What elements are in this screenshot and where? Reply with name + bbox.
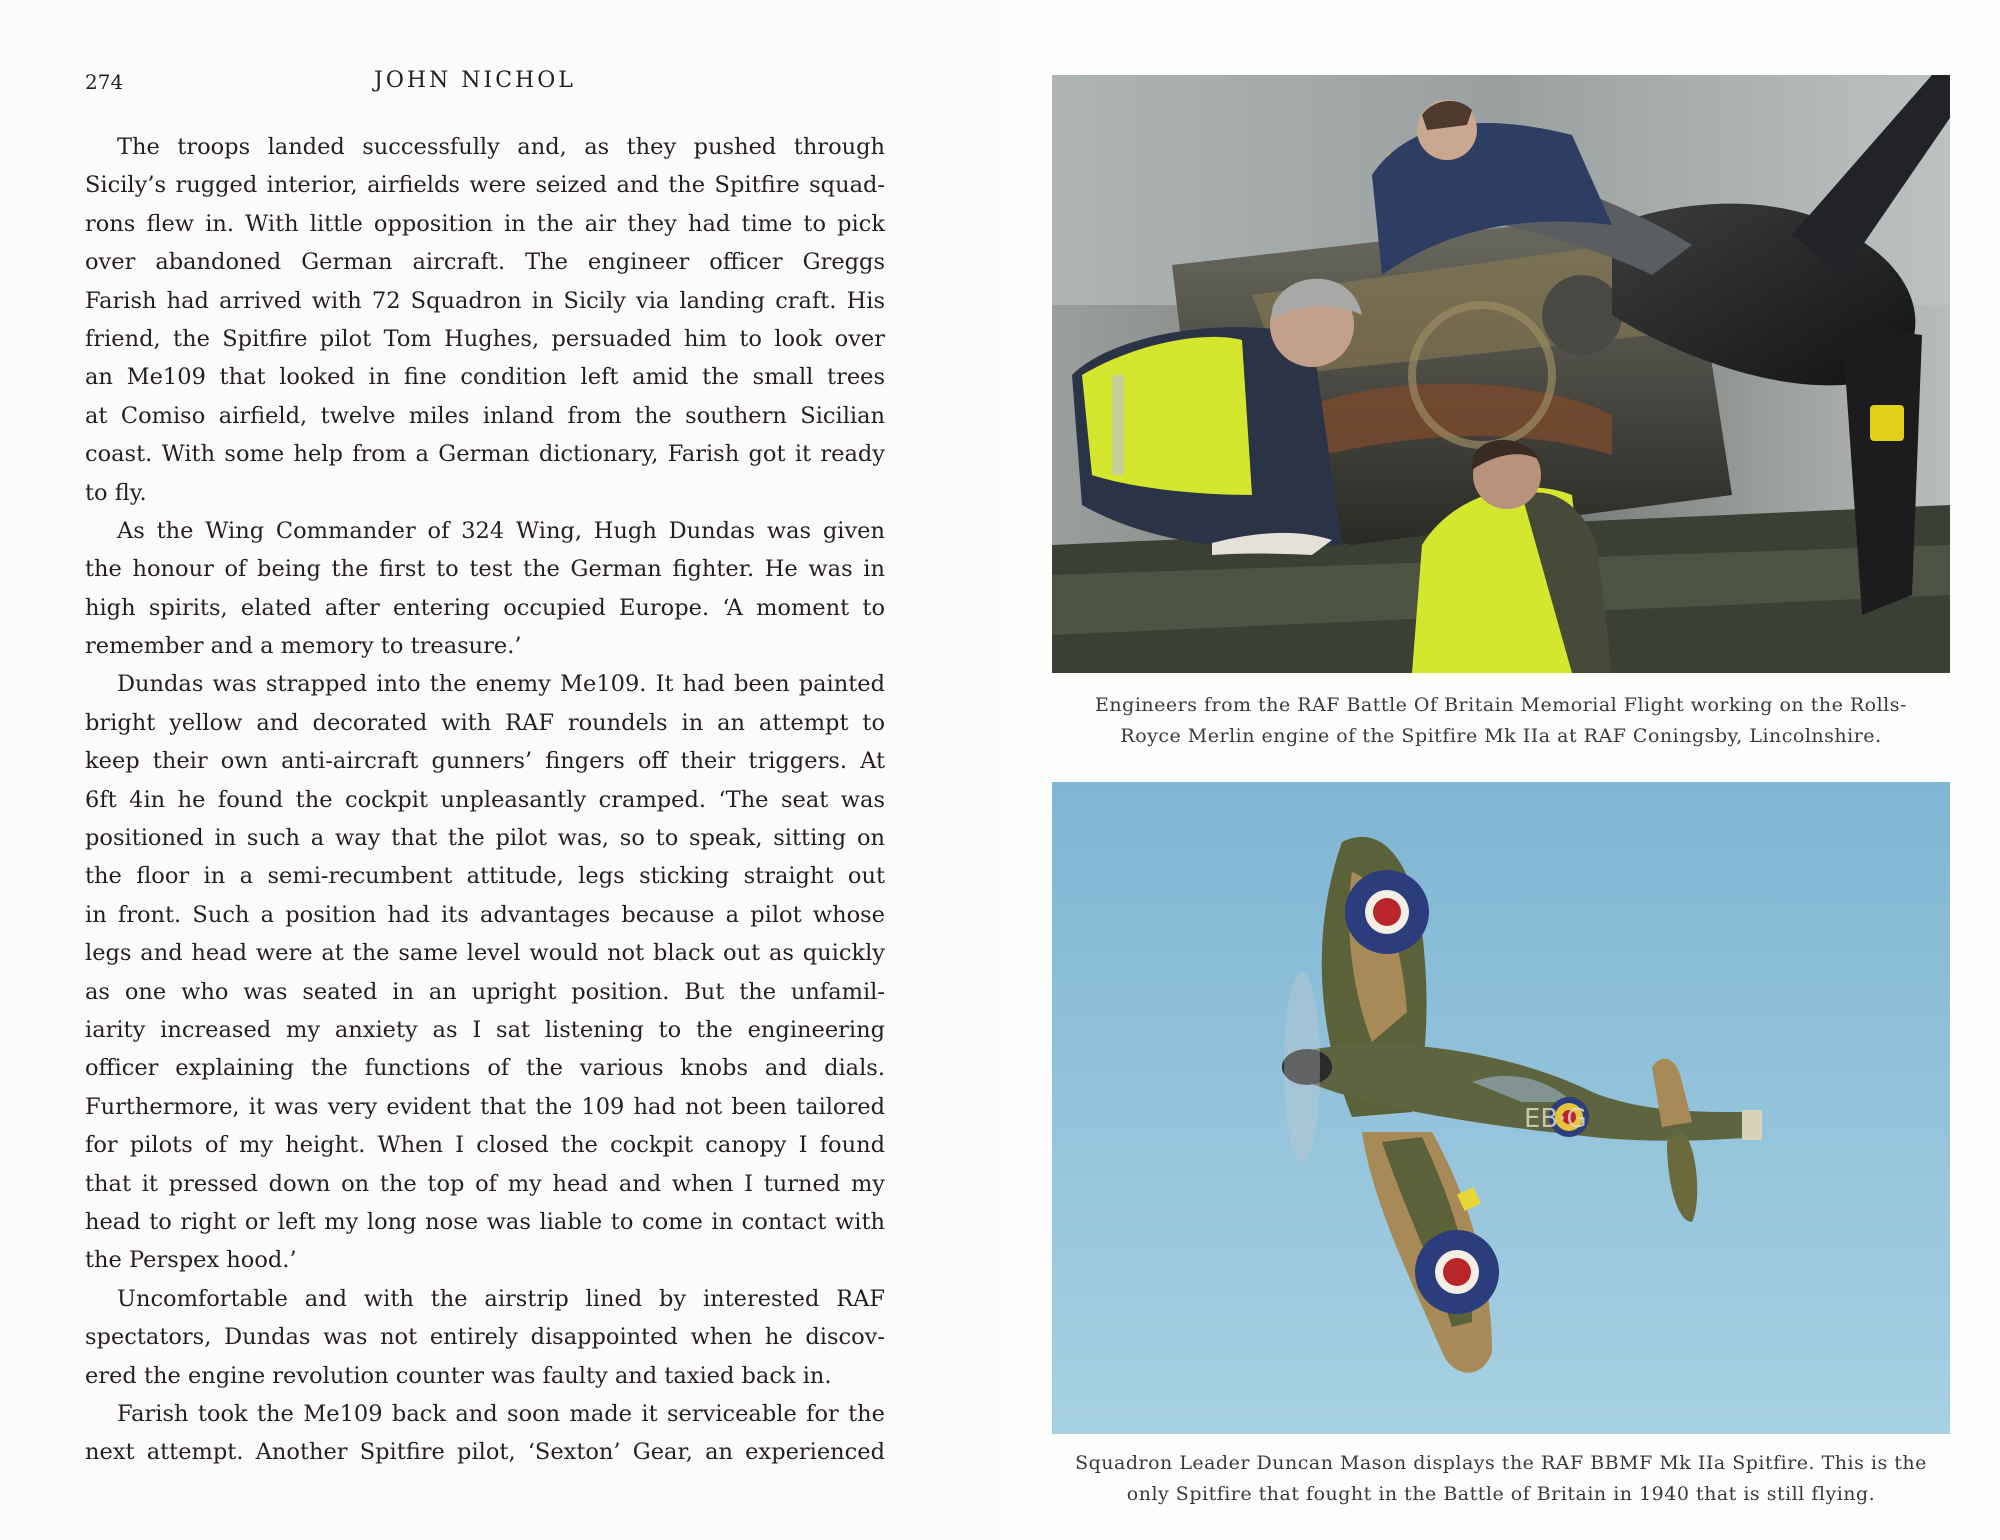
text-line: iarity increased my anxiety as I sat listening to the engineering [85, 1016, 885, 1043]
text-line: the honour of being the first to test the German fighter. He was in [85, 556, 885, 583]
text-line: friend, the Spitfire pilot Tom Hughes, persuaded him to look over [85, 325, 885, 352]
text-line: keep their own anti-aircraft gunners’ fingers off their triggers. At [85, 748, 885, 775]
engine-photo [1052, 75, 1950, 673]
engine-photo-caption [1052, 690, 1950, 752]
text-line: to fly. [85, 479, 147, 506]
fuselage-code: EB·G [1524, 1104, 1587, 1134]
engine-photo-illustration [1052, 75, 1950, 673]
text-line: legs and head were at the same level would not black out as quickly [85, 940, 885, 967]
text-line: 6ft 4in he found the cockpit unpleasantly cramped. ‘The seat was [85, 786, 885, 813]
text-line: bright yellow and decorated with RAF roundels in an attempt to [85, 709, 885, 736]
caption-line: only Spitfire that fought in the Battle of Britain in 1940 that is still flying. [1126, 1483, 1876, 1505]
text-line: officer explaining the functions of the various knobs and dials. [85, 1055, 885, 1082]
body-text [85, 128, 885, 1472]
text-line: positioned in such a way that the pilot was, so to speak, sitting on [85, 825, 885, 852]
spitfire-photo [1052, 782, 1950, 1434]
text-line: high spirits, elated after entering occupied Europe. ‘A moment to [85, 594, 885, 621]
text-line: Dundas was strapped into the enemy Me109. It had been painted [117, 671, 885, 698]
text-line: Furthermore, it was very evident that the 109 had not been tailored [85, 1093, 885, 1120]
text-line: that it pressed down on the top of my head and when I turned my [85, 1170, 885, 1197]
caption-line: Royce Merlin engine of the Spitfire Mk IIa at RAF Coningsby, Lincolnshire. [1120, 725, 1882, 747]
text-line: next attempt. Another Spitfire pilot, ‘Sexton’ Gear, an experienced [85, 1439, 885, 1466]
spitfire-photo-illustration [1052, 782, 1950, 1434]
spitfire-photo-caption [1052, 1448, 1950, 1510]
text-line: coast. With some help from a German dictionary, Farish got it ready [85, 441, 885, 468]
text-line: for pilots of my height. When I closed the cockpit canopy I found [85, 1132, 885, 1159]
text-line: an Me109 that looked in fine condition left amid the small trees [85, 364, 885, 391]
text-line: as one who was seated in an upright position. But the unfamil- [85, 978, 885, 1005]
text-line: The troops landed successfully and, as they pushed through [117, 134, 885, 160]
text-line: Farish had arrived with 72 Squadron in Sicily via landing craft. His [85, 287, 885, 314]
running-head: JOHN NICHOL [374, 68, 576, 93]
text-line: As the Wing Commander of 324 Wing, Hugh Dundas was given [117, 517, 885, 544]
text-line: at Comiso airfield, twelve miles inland from the southern Sicilian [85, 402, 885, 429]
caption-line: Engineers from the RAF Battle Of Britain Memorial Flight working on the Rolls- [1095, 694, 1907, 716]
text-line: over abandoned German aircraft. The engineer officer Greggs [85, 249, 885, 276]
text-line: the Perspex hood.’ [85, 1247, 297, 1274]
page-number: 274 [85, 70, 124, 94]
caption-line: Squadron Leader Duncan Mason displays the RAF BBMF Mk IIa Spitfire. This is the [1075, 1452, 1927, 1474]
text-line: Uncomfortable and with the airstrip lined by interested RAF [117, 1285, 885, 1312]
text-line: head to right or left my long nose was liable to come in contact with [85, 1208, 885, 1235]
text-line: Farish took the Me109 back and soon made it serviceable for the [117, 1400, 885, 1427]
text-line: rons flew in. With little opposition in the air they had time to pick [85, 210, 885, 237]
text-line: remember and a memory to treasure.’ [85, 633, 522, 660]
text-line: Sicily’s rugged interior, airfields were seized and the Spitfire squad- [85, 172, 885, 199]
text-line: spectators, Dundas was not entirely disappointed when he discov- [85, 1324, 885, 1351]
text-line: ered the engine revolution counter was faulty and taxied back in. [85, 1362, 832, 1389]
text-line: in front. Such a position had its advantages because a pilot whose [85, 901, 885, 928]
text-line: the floor in a semi-recumbent attitude, legs sticking straight out [85, 863, 885, 890]
